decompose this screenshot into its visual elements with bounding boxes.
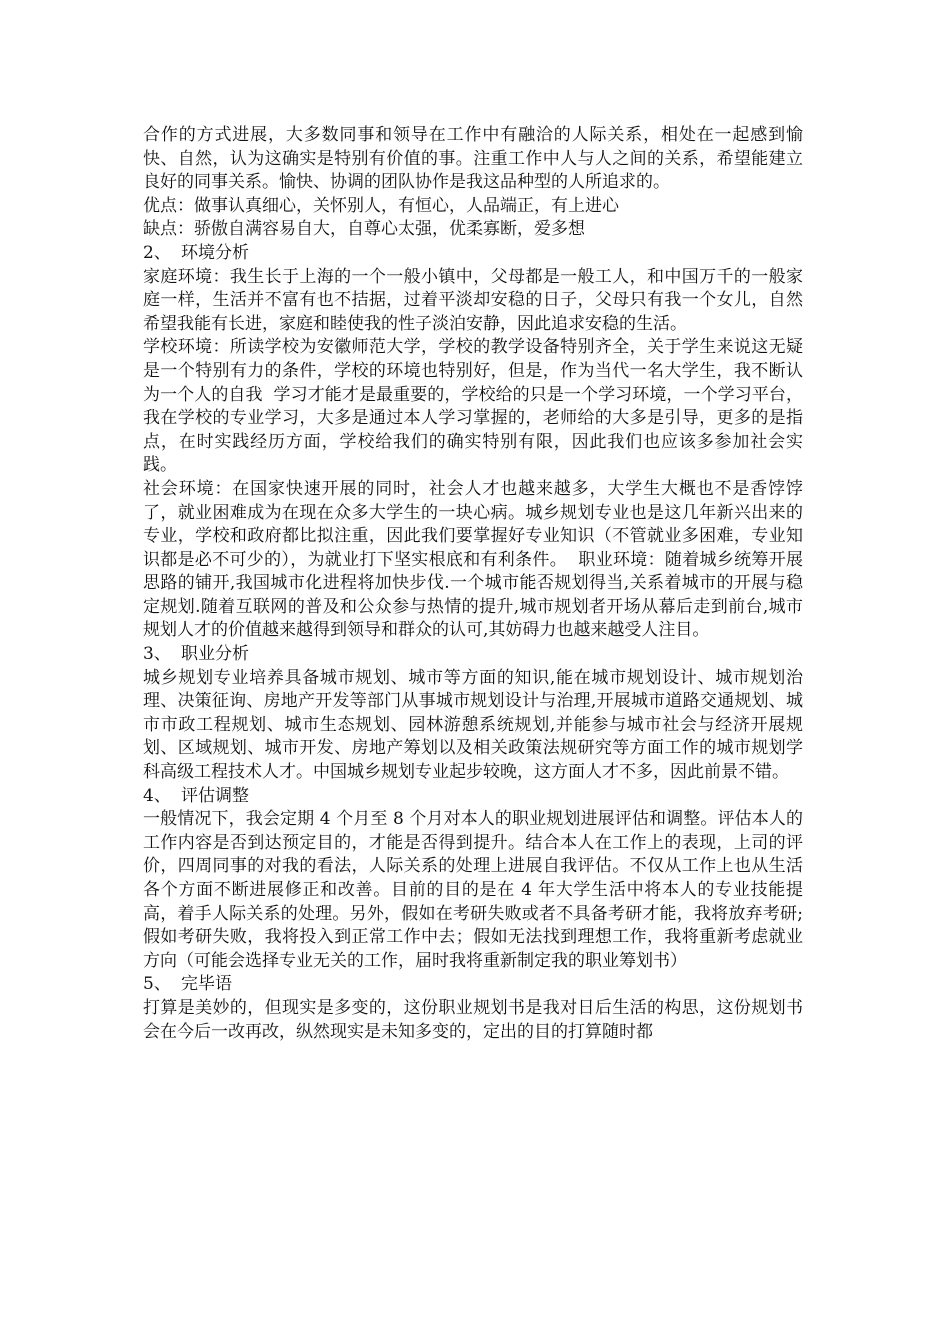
section-number: 2、 bbox=[143, 242, 171, 263]
section-title: 职业分析 bbox=[181, 644, 249, 665]
paragraph-school-environment: 学校环境：所读学校为安徽师范大学，学校的教学设备特别齐全，关于学生来说这无疑是一个特别有力的条件，学校的环境也特别好，但是，作为当代一名大学生，我不断认为一个人的自我 学习才能才是最重要的，学校给的只是一个学习环境，一个学习平台，我在学校的专业学习，大多是通过本人学习掌握的，老师给的大多是引导，更多的是指点，在时实践经历方面，学校给我们的确实特别有限，因此我们也应该多参加社会实践。 bbox=[143, 337, 803, 476]
section-heading-career-analysis bbox=[143, 643, 803, 667]
paragraph-weaknesses: 缺点：骄傲自满容易自大，自尊心太强，优柔寡断，爱多想 bbox=[143, 219, 585, 240]
section-title: 完毕语 bbox=[181, 974, 232, 995]
paragraph-teamwork: 合作的方式进展，大多数同事和领导在工作中有融洽的人际关系，相处在一起感到愉快、自然，认为这确实是特别有价值的事。注重工作中人与人之间的关系，希望能建立良好的同事关系。愉快、协调的团队协作是我这品种型的人所追求的。 bbox=[143, 125, 803, 193]
section-number: 4、 bbox=[143, 785, 171, 806]
paragraph-evaluation: 一般情况下，我会定期 4 个月至 8 个月对本人的职业规划进展评估和调整。评估本人的工作内容是否到达预定目的，才能是否得到提升。结合本人在工作上的表现，上司的评价，四周同事的对我的看法，人际关系的处理上进展自我评估。不仅从工作上也从生活各个方面不断进展修正和改善。目前的目的是在 4 年大学生活中将本人的专业技能提高，着手人际关系的处理。另外，假如在考研失败或者不具备考研才能，我将放弃考研;假如考研失败，我将投入到正常工作中去；假如无法找到理想工作，我将重新考虑就业方向（可能会选择专业无关的工作，届时我将重新制定我的职业筹划书） bbox=[143, 809, 803, 971]
document-body bbox=[143, 124, 803, 1044]
section-heading-evaluation bbox=[143, 785, 803, 809]
paragraph-social-environment: 社会环境：在国家快速开展的同时，社会人才也越来越多，大学生大概也不是香饽饽了，就业困难成为在现在众多大学生的一块心病。城乡规划专业也是这几年新兴出来的专业，学校和政府都比拟注重，因此我们要掌握好专业知识（不管就业多困难，专业知识都是必不可少的），为就业打下坚实根底和有利条件。 职业环境：随着城乡统筹开展思路的铺开,我国城市化进程将加快步伐.一个城市能否规划得当,关系着城市的开展与稳定规划.随着互联网的普及和公众参与热情的提升,城市规划者开场从幕后走到前台,城市规划人才的价值越来越得到领导和群众的认可,其妨碍力也越来越受人注目。 bbox=[143, 478, 803, 641]
section-number: 3、 bbox=[143, 644, 171, 665]
section-number: 5、 bbox=[143, 974, 171, 995]
paragraph-strengths: 优点：做事认真细心，关怀别人，有恒心，人品端正，有上进心 bbox=[143, 195, 619, 216]
section-title: 环境分析 bbox=[181, 242, 249, 263]
paragraph-conclusion: 打算是美妙的，但现实是多变的，这份职业规划书是我对日后生活的构思，这份规划书会在今后一改再改，纵然现实是未知多变的，定出的目的打算随时都 bbox=[143, 997, 803, 1042]
section-heading-environment bbox=[143, 242, 803, 266]
paragraph-family-environment: 家庭环境：我生长于上海的一个一般小镇中，父母都是一般工人，和中国万千的一般家庭一样，生活并不富有也不拮据，过着平淡却安稳的日子，父母只有我一个女儿，自然希望我能有长进，家庭和睦使我的性子淡泊安静，因此追求安稳的生活。 bbox=[143, 266, 803, 334]
paragraph-career-analysis: 城乡规划专业培养具备城市规划、城市等方面的知识,能在城市规划设计、城市规划治理、决策征询、房地产开发等部门从事城市规划设计与治理,开展城市道路交通规划、城市市政工程规划、城市生态规划、园林游憩系统规划,并能参与城市社会与经济开展规划、区域规划、城市开发、房地产筹划以及相关政策法规研究等方面工作的城市规划学科高级工程技术人才。中国城乡规划专业起步较晚，这方面人才不多，因此前景不错。 bbox=[143, 667, 803, 783]
section-heading-conclusion bbox=[143, 973, 803, 997]
section-title: 评估调整 bbox=[181, 785, 249, 806]
